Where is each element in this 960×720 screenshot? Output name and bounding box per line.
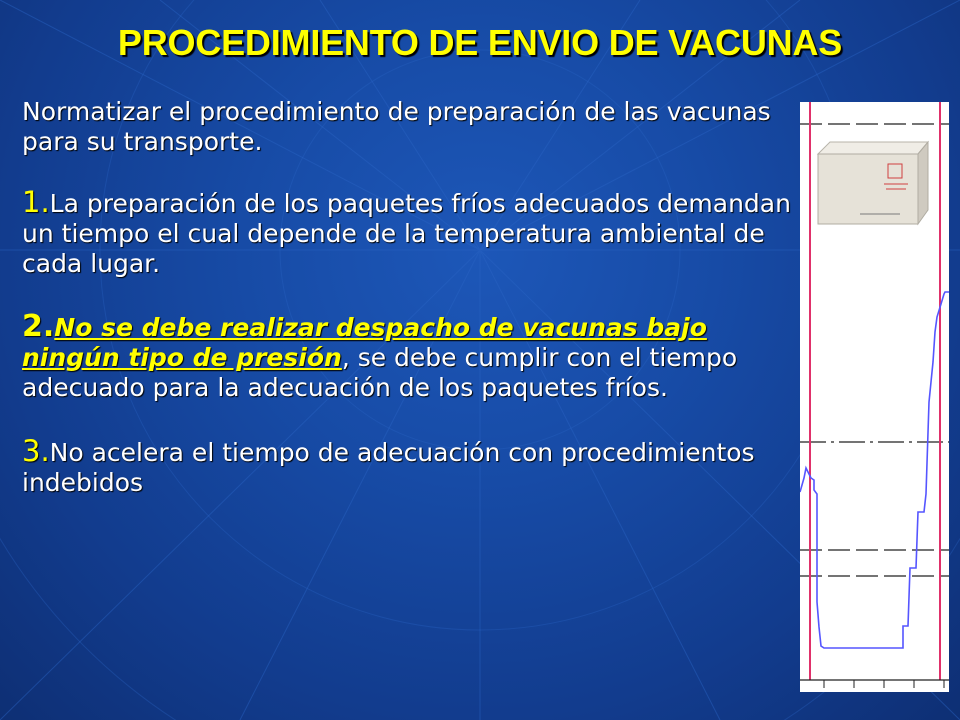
item-2-number: 2. [22, 309, 55, 344]
item-3-text: No acelera el tiempo de adecuación con procedimientos indebidos [22, 438, 755, 497]
cooler-box-icon [818, 142, 928, 224]
temperature-graph [800, 102, 949, 692]
slide-title: PROCEDIMIENTO DE ENVIO DE VACUNAS [117, 22, 843, 63]
item-2-text: , se debe cumplir con el tiempo adecuado para la adecuación de los paquetes fríos. [22, 343, 738, 402]
item-1-number: 1. [22, 185, 50, 219]
intro-paragraph: Normatizar el procedimiento de preparación de las vacunas para su transporte. [22, 97, 771, 156]
list-item-2 [22, 309, 792, 403]
item-2-emphasis: No se debe realizar despacho de vacunas bajo ningún tipo de presión [22, 313, 707, 372]
slide-body [22, 97, 792, 531]
list-item-1 [22, 187, 792, 279]
graph-ticks [824, 680, 944, 688]
item-1-text: La preparación de los paquetes fríos adecuados demandan un tiempo el cual depende de la temperatura ambiental de cada lugar. [22, 189, 791, 278]
list-item-3 [22, 436, 792, 498]
temperature-log-figure [800, 102, 949, 692]
temperature-trace [800, 292, 949, 648]
item-3-number: 3. [22, 434, 50, 468]
